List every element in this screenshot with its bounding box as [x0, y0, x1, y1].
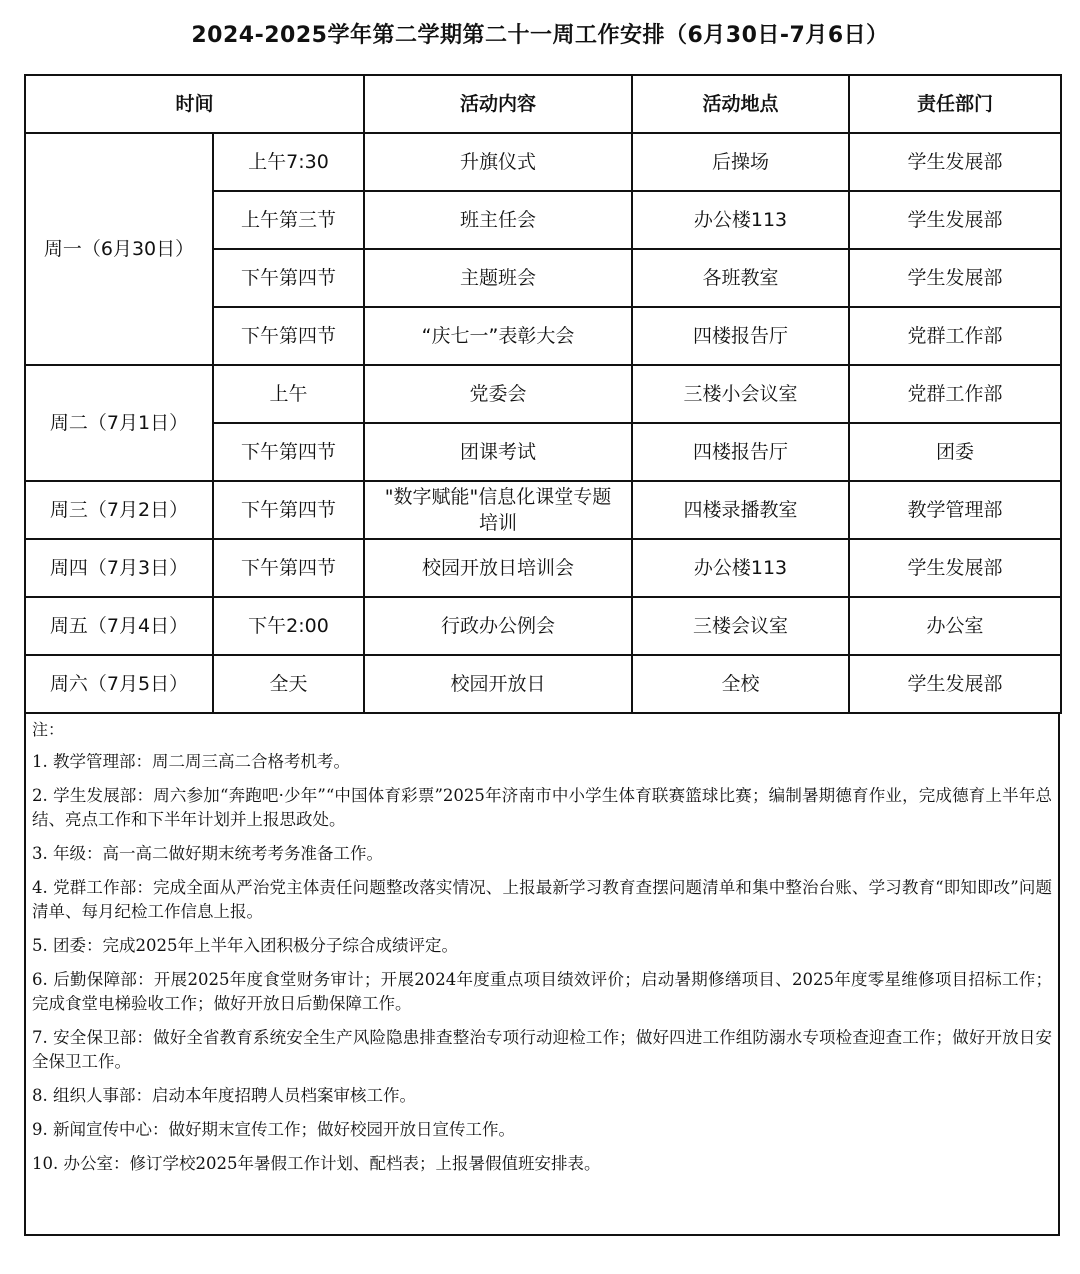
- dept-cell: 学生发展部: [849, 133, 1061, 191]
- content-cell: 校园开放日培训会: [364, 539, 632, 597]
- table-row: [25, 597, 1061, 655]
- place-cell: 全校: [632, 655, 849, 713]
- time-cell: 下午第四节: [213, 423, 364, 481]
- note-item: 8. 组织人事部：启动本年度招聘人员档案审核工作。: [32, 1086, 416, 1105]
- header-dept: 责任部门: [849, 75, 1061, 133]
- time-cell: 下午第四节: [213, 249, 364, 307]
- note-item: 7. 安全保卫部：做好全省教育系统安全生产风险隐患排查整治专项行动迎检工作；做好四进工作组防溺水专项检查迎查工作；做好开放日安全保卫工作。: [32, 1028, 1052, 1071]
- dept-cell: 党群工作部: [849, 365, 1061, 423]
- time-cell: 下午第四节: [213, 307, 364, 365]
- header-content: 活动内容: [364, 75, 632, 133]
- day-cell: 周四（7月3日）: [25, 539, 213, 597]
- dept-cell: 学生发展部: [849, 249, 1061, 307]
- time-cell: 下午第四节: [213, 481, 364, 539]
- page-title: 2024-2025学年第二学期第二十一周工作安排（6月30日-7月6日）: [191, 23, 889, 48]
- day-cell: 周一（6月30日）: [25, 133, 213, 365]
- place-cell: 三楼会议室: [632, 597, 849, 655]
- place-cell: 办公楼113: [632, 191, 849, 249]
- note-item: 4. 党群工作部：完成全面从严治党主体责任问题整改落实情况、上报最新学习教育查摆问题清单和集中整治台账、学习教育“即知即改”问题清单、每月纪检工作信息上报。: [32, 878, 1052, 921]
- note-item: 9. 新闻宣传中心：做好期末宣传工作；做好校园开放日宣传工作。: [32, 1120, 515, 1139]
- header-row: [25, 75, 1061, 133]
- note-item: 1. 教学管理部：周二周三高二合格考机考。: [32, 752, 350, 771]
- notes-label: 注：: [32, 720, 65, 739]
- content-cell: "数字赋能"信息化课堂专题培训: [364, 481, 632, 539]
- time-cell: 全天: [213, 655, 364, 713]
- day-cell: 周六（7月5日）: [25, 655, 213, 713]
- dept-cell: 教学管理部: [849, 481, 1061, 539]
- dept-cell: 学生发展部: [849, 655, 1061, 713]
- note-item: 5. 团委：完成2025年上半年入团积极分子综合成绩评定。: [32, 936, 458, 955]
- table-row: [25, 365, 1061, 423]
- day-cell: 周二（7月1日）: [25, 365, 213, 481]
- notes-section: [24, 714, 1060, 1236]
- time-cell: 下午第四节: [213, 539, 364, 597]
- time-cell: 上午7:30: [213, 133, 364, 191]
- table-row: [25, 539, 1061, 597]
- content-cell: 校园开放日: [364, 655, 632, 713]
- content-cell: “庆七一”表彰大会: [364, 307, 632, 365]
- time-cell: 上午: [213, 365, 364, 423]
- place-cell: 办公楼113: [632, 539, 849, 597]
- content-cell: 主题班会: [364, 249, 632, 307]
- note-item: 10. 办公室：修订学校2025年暑假工作计划、配档表；上报暑假值班安排表。: [32, 1154, 601, 1173]
- content-cell: 升旗仪式: [364, 133, 632, 191]
- content-cell: 班主任会: [364, 191, 632, 249]
- header-time: 时间: [25, 75, 364, 133]
- dept-cell: 办公室: [849, 597, 1061, 655]
- content-cell: 行政办公例会: [364, 597, 632, 655]
- place-cell: 后操场: [632, 133, 849, 191]
- place-cell: 各班教室: [632, 249, 849, 307]
- dept-cell: 学生发展部: [849, 191, 1061, 249]
- header-place: 活动地点: [632, 75, 849, 133]
- note-item: 6. 后勤保障部：开展2025年度食堂财务审计；开展2024年度重点项目绩效评价；启动暑期修缮项目、2025年度零星维修项目招标工作；完成食堂电梯验收工作；做好开放日后勤保障工作。: [32, 970, 1052, 1013]
- schedule-table: [24, 74, 1062, 714]
- place-cell: 四楼报告厅: [632, 423, 849, 481]
- note-item: 2. 学生发展部：周六参加“奔跑吧·少年”“中国体育彩票”2025年济南市中小学生体育联赛篮球比赛；编制暑期德育作业，完成德育上半年总结、亮点工作和下半年计划并上报思政处。: [32, 786, 1052, 829]
- time-cell: 下午2:00: [213, 597, 364, 655]
- place-cell: 四楼报告厅: [632, 307, 849, 365]
- content-cell: 党委会: [364, 365, 632, 423]
- day-cell: 周五（7月4日）: [25, 597, 213, 655]
- schedule-sheet: [24, 74, 1060, 1236]
- note-item: 3. 年级：高一高二做好期末统考考务准备工作。: [32, 844, 383, 863]
- table-row: [25, 655, 1061, 713]
- dept-cell: 团委: [849, 423, 1061, 481]
- dept-cell: 党群工作部: [849, 307, 1061, 365]
- table-row: [25, 133, 1061, 191]
- time-cell: 上午第三节: [213, 191, 364, 249]
- dept-cell: 学生发展部: [849, 539, 1061, 597]
- table-row: [25, 481, 1061, 539]
- place-cell: 四楼录播教室: [632, 481, 849, 539]
- place-cell: 三楼小会议室: [632, 365, 849, 423]
- day-cell: 周三（7月2日）: [25, 481, 213, 539]
- content-cell: 团课考试: [364, 423, 632, 481]
